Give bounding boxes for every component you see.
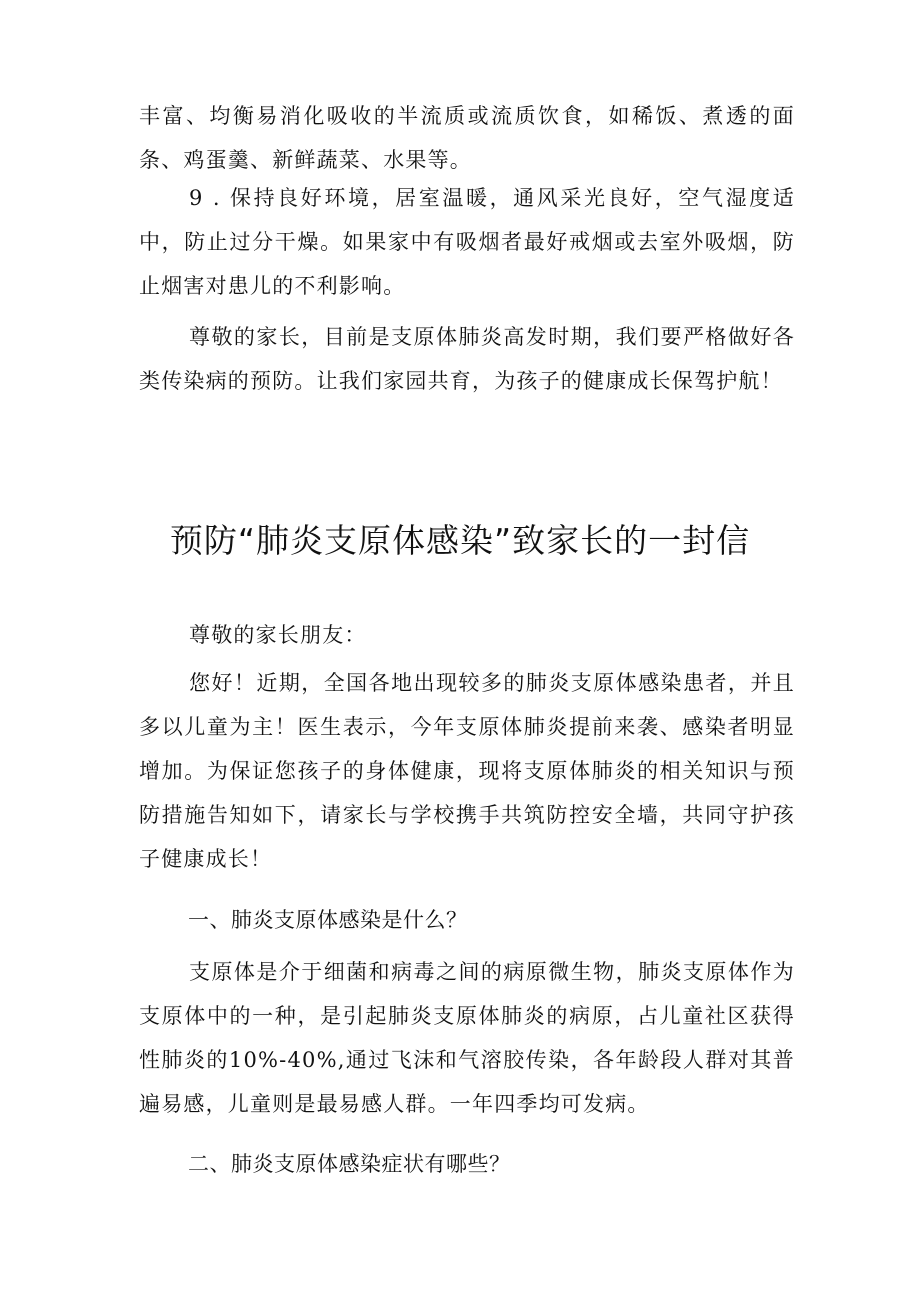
salutation: 尊敬的家长朋友： [189,623,367,647]
diet-paragraph-continuation: 丰富、均衡易消化吸收的半流质或流质饮食，如稀饭、煮透的面条、鸡蛋羹、新鲜蔬菜、水果等。 [139,104,795,172]
section-1-heading: 一、肺炎支原体感染是什么？ [188,908,468,932]
closing-paragraph: 尊敬的家长，目前是支原体肺炎高发时期，我们要严格做好各类传染病的预防。让我们家园共育，为孩子的健康成长保驾护航！ [139,325,795,393]
environment-paragraph: 9 . 保持良好环境，居室温暖，通风采光良好，空气湿度适中，防止过分干燥。如果家中有吸烟者最好戒烟或去室外吸烟，防止烟害对患儿的不利影响。 [139,186,795,298]
opening-paragraph: 您好！近期，全国各地出现较多的肺炎支原体感染患者，并且多以儿童为主！医生表示，今年支原体肺炎提前来袭、感染者明显增加。为保证您孩子的身体健康，现将支原体肺炎的相关知识与预防措施告知如下，请家长与学校携手共筑防控安全墙，共同守护孩子健康成长！ [139,671,795,871]
letter-title: 预防“肺炎支原体感染”致家长的一封信 [169,521,751,560]
section-2-heading: 二、肺炎支原体感染症状有哪些？ [188,1152,511,1176]
section-1-body: 支原体是介于细菌和病毒之间的病原微生物，肺炎支原体作为支原体中的一种，是引起肺炎支原体肺炎的病原，占儿童社区获得性肺炎的10%-40%,通过飞沫和气溶胶传染，各年龄段人群对其普遍易感，儿童则是最易感人群。一年四季均可发病。 [139,960,795,1116]
